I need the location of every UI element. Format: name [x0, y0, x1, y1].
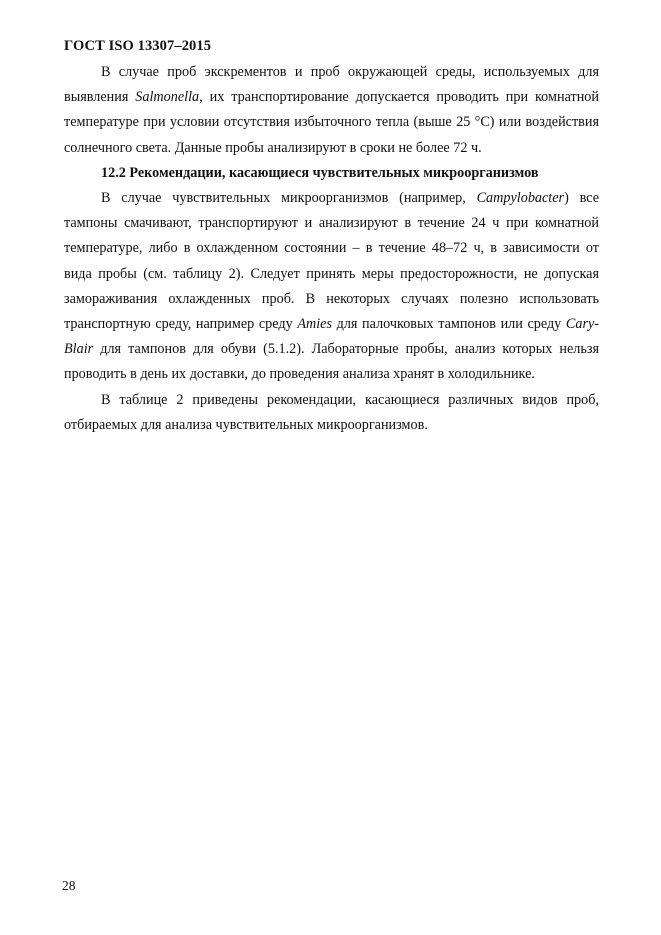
paragraph-text: , их транспортирование допускается проводить при комнатной температуре при условии отсутствия избыточного тепла (выше 25 °С) или воздействия солнечного света. Данные пробы анализируют в сроки не более 72 ч. [64, 89, 599, 156]
page-content [64, 60, 599, 438]
paragraph-text: для палочковых тампонов или среду [332, 316, 566, 333]
section-heading: 12.2 Рекомендации, касающиеся чувствительных микроорганизмов [101, 164, 539, 181]
paragraph-text: В случае проб экскрементов и проб окружающей среды, используемых для выявления [64, 64, 599, 106]
standard-code-header: ГОСТ ISO 13307–2015 [64, 38, 212, 54]
medium-name-cary-blair: Cary-Blair [64, 316, 599, 358]
paragraph-text: ) все тампоны смачивают, транспортируют и анализируют в течение 24 ч при комнатной температуре, либо в охлажденном состоянии – в течение 48–72 ч, в зависимости от вида пробы (см. таблицу 2). Следует принять меры предосторожности, не допуская замораживания охлажденных проб. В некоторых случаях полезно использовать транспортную среду, например среду [64, 190, 600, 333]
medium-name-amies: Amies [297, 316, 332, 333]
page-number: 28 [62, 878, 76, 893]
paragraph-text: для тампонов для обуви (5.1.2). Лабораторные пробы, анализ которых нельзя проводить в день их доставки, до проведения анализа хранят в холодильнике. [64, 341, 599, 383]
paragraph-transport-salmonella [64, 60, 599, 161]
paragraph-text: В случае чувствительных микроорганизмов (например, [101, 190, 477, 207]
organism-name-campylobacter: Campylobacter [476, 190, 565, 207]
organism-name-salmonella: Salmonella [135, 89, 200, 106]
paragraph-sensitive-microorganisms [64, 186, 599, 388]
paragraph-table-reference: В таблице 2 приведены рекомендации, касающиеся различных видов проб, отбираемых для анализа чувствительных микроорганизмов. [64, 391, 599, 433]
